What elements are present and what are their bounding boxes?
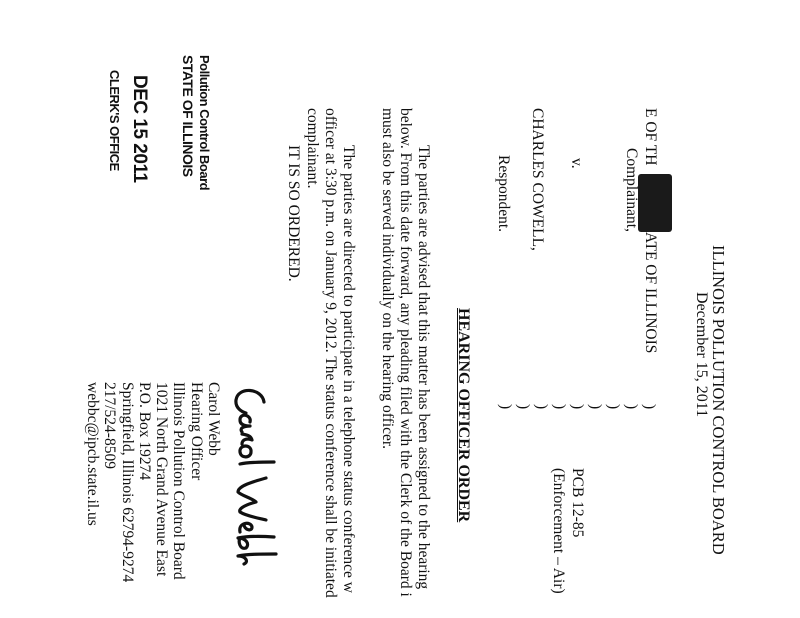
stamp-office: CLERK'S OFFICE (107, 70, 122, 171)
caption-brackets (496, 404, 658, 409)
bracket: ) (641, 404, 658, 410)
paragraph-line: must also be served individually on the hearing officer. (379, 108, 396, 450)
signer-po-box: P.O. Box 19274 (135, 382, 153, 481)
versus: v. (568, 158, 585, 169)
paragraph-line: The parties are advised that this matter has been assigned to the hearing (415, 145, 432, 590)
signature-lines (84, 382, 222, 582)
paragraph-status-conference (303, 108, 357, 598)
bracket: ) (623, 404, 640, 410)
signer-email: webbc@ipcb.state.il.us (83, 382, 101, 526)
complainant-role: Complainant, (623, 148, 640, 232)
signer-organization: Illinois Pollution Control Board (170, 382, 188, 580)
bracket: ) (569, 404, 586, 410)
signer-city: Springfield, Illinois 62794-9274 (118, 382, 136, 583)
bracket: ) (515, 404, 532, 410)
stamp-board: Pollution Control Board (197, 55, 212, 191)
bracket: ) (587, 404, 604, 410)
closing-statement: IT IS SO ORDERED. (285, 145, 302, 282)
stamp-state: STATE OF ILLINOIS (180, 55, 196, 177)
bracket: ) (497, 404, 514, 410)
signer-phone: 217/524-8509 (101, 382, 119, 469)
signer-title: Hearing Officer (187, 382, 205, 481)
paragraph-line: complainant. (304, 108, 321, 189)
order-title: HEARING OFFICER ORDER (455, 308, 472, 523)
signer-street: 1021 North Grand Avenue East (153, 382, 171, 577)
bracket: ) (605, 404, 622, 410)
bracket: ) (551, 404, 568, 410)
redaction-mark (638, 174, 672, 232)
complainant-prefix: E OF TH (642, 108, 659, 166)
complainant-suffix: ATE OF ILLINOIS (642, 232, 659, 354)
order-date: December 15, 2011 (693, 292, 710, 418)
case-type: (Enforcement – Air) (550, 468, 567, 594)
respondent-name: CHARLES COWELL, (529, 108, 546, 251)
paragraph-assignment (378, 108, 432, 597)
stamp-date: DEC 15 2011 (129, 75, 150, 183)
signer-name: Carol Webb (205, 382, 222, 456)
paragraph-line: officer at 3:30 p.m. on January 9, 2012. The status conference shall be initiated (322, 108, 339, 598)
board-name: ILLINOIS POLLUTION CONTROL BOARD (709, 245, 728, 555)
paragraph-line: below. From this date forward, any pleading filed with the Clerk of the Board i (397, 108, 414, 597)
handwritten-signature (226, 382, 282, 567)
paragraph-line: The parties are directed to participate in a telephone status conference w (340, 145, 357, 593)
bracket: ) (533, 404, 550, 410)
respondent-role: Respondent. (495, 155, 512, 233)
case-number: PCB 12-85 (569, 468, 586, 538)
